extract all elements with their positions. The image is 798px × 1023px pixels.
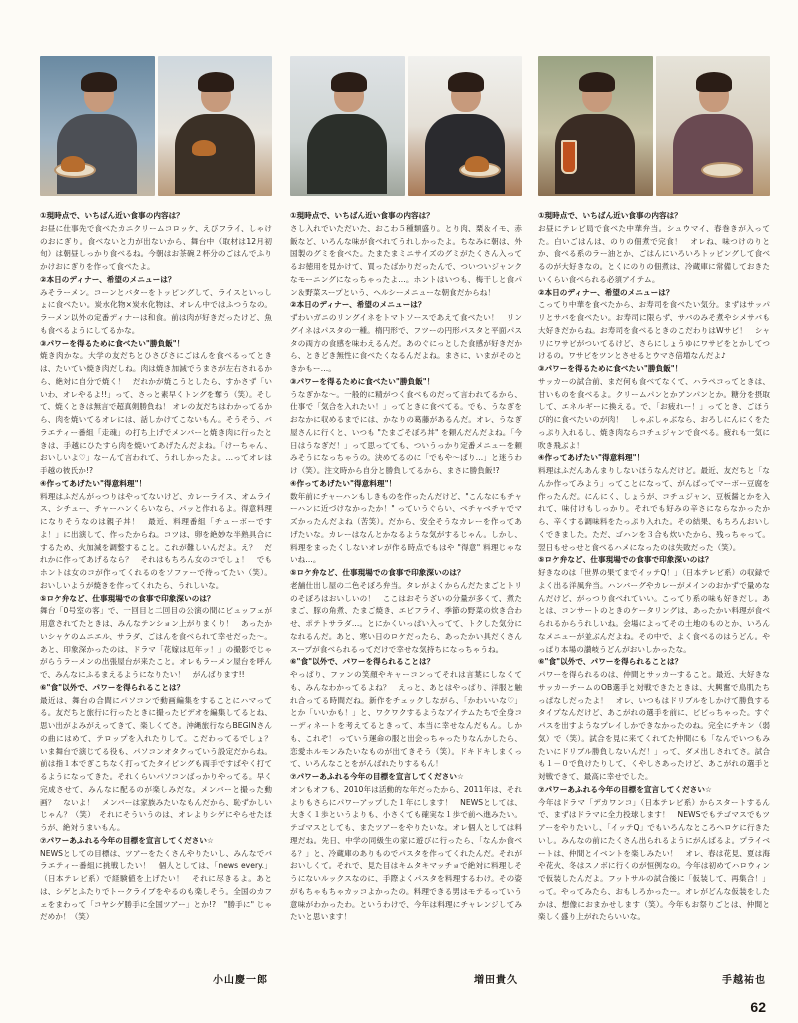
column-koyama [40, 56, 280, 986]
answer: やっぱり、ファンの笑顔やキャーコンってそれは言葉にしなくても、みんなわかってるよね？ えっと、あとはやっぱり、洋服と触れ合ってる時間だね。新作をチェックしながら、「かわいいな♡」とか「いいかも！」と、ワクワクするようなアイテムたちで全身コーディネートを考えてるときって、本当に幸せなんだもん。しかも、これぞ！ っていう運命の服と出会っちゃったりなんかしたら、恋愛ホルモンみたいなものが出てきそう（笑）。ドキドキしまくって、いろんなことをがんばれたりするもん！ [290, 670, 522, 769]
answer: うなぎかな～。一般的に精がつく食べものだって言われてるから、仕事で「気合を入れたい！」ってときに食べてる。でも、うなぎをおなかに収めるまでには、かなりの葛藤があるんだ。オレ、うなぎ屋さんに行くと、いつも "たまごそぼろ丼" を頼んだんだよね。「今日はうなぎだ！」って思ってても、ついうっかり定番メニューを頼みそうになっちゃうの。決めてるのに「でもや～ばり…」と迷うわけ（笑）。注文時から自分と勝負してるから、まさに勝負飯!? [290, 389, 522, 475]
photo-tegoshi-2 [656, 56, 771, 196]
question: ⑥"食"以外で、パワーを得られることは？ [290, 657, 435, 667]
answer: 今年はドラマ「デカワンコ」（日本テレビ系）からスタートするんで、まずはドラマに全力投球します！ NEWSでもテゴマスでもツアーをやりたいし、「イッテQ」でもいろんなところへロケに行きたいし。みんなの前にたくさん出られるようにがんばるよ。プライベートは、仲間とイベントを楽しみたい！ オレ、春は花見、夏は海や花火、冬はスノボに行くのが恒例なの。今年は初めてハロウィンで仮装したんだよ。フットサルの試合後に「仮装して、再集合！」って。やってみたら、おもしろかったー。オレがどんな仮装をしたかは、想像におまかせします（笑）。今年もお祭りごとは、仲間と楽しく盛り上がれたらいいな。 [538, 797, 770, 922]
question: ⑦パワーあふれる今年の目標を宣言してください☆ [40, 835, 214, 845]
photo-row [40, 56, 272, 196]
photo-masuda-1 [290, 56, 405, 196]
question: ⑥"食"以外で、パワーを得られることは？ [538, 657, 683, 667]
answer: サッカーの試合前、まだ何も食べてなくて、ハラペコってときは、甘いものを食べるよ。クリームパンとかアンパンとか。糖分を摂取して、エネルギーに換える。で、「お疲れー！」ってとき、ごほうび的に食べたいのが肉！ しゃぶしゃぶなら、おろしにんにくをたっぷり入れるし、焼き肉ならコチュジャンで食べる。疲れも一気に吹き飛ぶよ！ [538, 376, 770, 450]
interview-text [538, 210, 770, 924]
answer: 料理はふだんあんまりしないほうなんだけど。最近、友だちと「なんか作ってみよう」ってことになって、がんばってマーボー豆腐を作ったんだ。にんにく、しょうが、コチュジャン、豆板醤とかを入れて、味付けもしっかり。それでも好みの辛さにならなかったから、辛くする調味料をたっぷり入れた。その結果、もちろんおいしくできました。ただ、ゴハンを３合も炊いたから、残っちゃって。翌日もせっせと食べるハメになったのは失敗だった（笑）。 [538, 466, 770, 552]
question: ⑥"食"以外で、パワーを得られることは？ [40, 682, 185, 692]
question: ②本日のディナー、希望のメニューは？ [538, 287, 674, 297]
answer: 焼き肉かな。大学の友だちとひさびさにごはんを食べるってときは、たいてい焼き肉だしね。肉は焼き加減でうまさが左右されるから、絶対に自分で焼く！ だれかが焼こうとしたら、すかさず「いいわ、オレやるよ!!」って、さっと素早くトングを奪う（笑）。そして、焼くときは無言で超真剣勝負ね！ オレの友だちはわかってるから、肉を焼いてるオレには、話しかけてこないもん。そうそう、バラエティー番組「走魂」の打ち上げでメンバーと焼き肉に行ったときは、手越にひたすら肉を焼いてあげたんだよね。「けーちゃん、おいしいよ♡」なーんて言われて、うれしかったよ。…ってオレは手越の彼氏か!? [40, 351, 272, 475]
question: ③パワーを得るために食べたい"勝負飯"！ [290, 376, 435, 386]
photo-masuda-2 [408, 56, 523, 196]
answer: お昼にテレビ局で食べた中華弁当。シュウマイ、春巻きが入ってた。白いごはんは、のりの佃煮で完食！ オレね、味つけのりとか、食べる系のラー油とか、ごはんにいろいろトッピングして食べるのが大好きなの。とくにのりの佃煮は、冷蔵庫に常備しておきたいくらい食べられる必須アイテム。 [538, 223, 770, 284]
question: ⑤ロケ弁など、仕事現場での食事で印象深いのは？ [290, 568, 465, 577]
question: ⑤ロケ弁など、仕事現場での食事で印象深いのは？ [40, 593, 215, 603]
question: ①現時点で、いちばん近い食事の内容は？ [290, 211, 434, 220]
question: ⑦パワーあふれる今年の目標を宣言してください☆ [538, 784, 712, 794]
question: ③パワーを得るために食べたい"勝負飯"！ [40, 338, 185, 348]
answer: 好きなのは「世界の果てまでイッテQ！」（日本テレビ系）の収録でよく出る洋風弁当。ハンバーグやカレーがメインのおかずで量めなんだけど、がっつり食べれていい。こってり系の味も好きだし。あとは、コンサートのときのケータリングは、あったかい料理が食べられるからうれしいね。会場によってその土地のものとか、いろんなメニューが並ぶんだよね。その中で、よく食べるのはうどん。やっぱり本場の讃岐うどんがおいしかったな。 [538, 568, 770, 654]
page-number: 62 [750, 999, 766, 1015]
signature: 増田貴久 [474, 975, 518, 986]
answer: 舞台「0号室の客」で、一回目と二回目の公演の間にビュッフェが用意されてたときは、みんなテンション上がりまくり！ あったかいシャケのムニエル、サラダ、ごはんを食べられて幸せだった～。あと、印象深かったのは、ドラマ「花嫁は厄年ッ！」の撮影でじゃがらうラーメンの出張屋台が来たこと。オレもラーメン屋台を呼んで、みんなにふるまえるようになりたい！ がんばります!! [40, 606, 272, 679]
answer: お昼に仕事先で食べたカニクリームコロッケ、えびフライ、しゃけのおにぎり。食べないと力が出ないから、舞台中（取材は12月初旬）は朝昼しっかり食べるね。今朝はお茶碗２杯分のごはんでふりかけおにぎりを作って食べたよ。 [40, 223, 272, 271]
question: ①現時点で、いちばん近い食事の内容は？ [40, 211, 184, 220]
answer: ずわいガニのリングイネをトマトソースであえて食べたい！ リングイネはパスタの一種。楕円形で、フツーの円形パスタと平面パスタの両方の食感を味わえるんだ。あのぐにっとした食感が好きだから、ときどき無性に食べたくなるんだよね。まさに、いまがそのときかもー…。 [290, 313, 522, 373]
photo-koyama-2 [158, 56, 273, 196]
answer: 老舗仕出し屋の二色そぼろ弁当。タレがよくからんだたまごとトリのそぼろはおいしいの！ ここはおそうざいの分量が多くて、煮たまご、豚の角煮、たまご焼き、エビフライ、季節の野菜の炊き合わせ、ポテトサラダ…。とにかくいっぱい入ってて、トクした気分になれるんだ。あと、寒い日のロケだったら、あったかい具だくさんスープが食べられるってだけで幸せな気持ちになっちゃうね。 [290, 580, 522, 654]
photo-row [290, 56, 522, 196]
question: ④作ってあげたい"得意料理"！ [40, 478, 147, 488]
photo-tegoshi-1 [538, 56, 653, 196]
answer: 料理はふだんがっつりはやってないけど、カレーライス、オムライス、シチュー、チャーハンくらいなら、パッと作れるよ。得意料理になりそうなのは親子丼！ 最近、料理番組「チューボーですよ！」に出演して、作ったからね。コツは、卵を絶妙な半熟具合にするため、火加減を調整すること。これが難しいんだよ。え？ だれかに作ってあげるなら？ それはもちろん女のコでしょ！ でもホントは女のコが作ってくれるのをソファーで待ってたい（笑）。おいしいようが焼きを作ってくれたら、うれしいな。 [40, 491, 272, 590]
photo-row [538, 56, 770, 196]
question: ③パワーを得るために食べたい"勝負飯"！ [538, 364, 683, 373]
question: ④作ってあげたい"得意料理"！ [290, 478, 397, 488]
answer: みそラーメン。コーンとバターをトッピングして、ライスといっしょに食べたい。炭水化物×炭水化物は、オレん中ではふつうなの。ラーメン以外の定番ディナーは和食。前は肉が好きだったけど、魚も食べるようにしてるかな。 [40, 287, 272, 335]
column-masuda [290, 56, 522, 986]
question: ②本日のディナー、希望のメニューは？ [40, 274, 176, 284]
interview-text [290, 210, 522, 924]
question: ①現時点で、いちばん近い食事の内容は？ [538, 211, 682, 220]
question: ⑤ロケ弁など、仕事現場での食事で印象深いのは？ [538, 555, 713, 565]
signature: 手越祐也 [722, 975, 766, 986]
answer: パワーを得られるのは、仲間とサッカーすること。最近、大好きなサッカーチームのOB選手と対戦できたときは、大興奮で鳥肌たちっぱなしだったよ！ オレ、いつもはドリブルをしかけて勝負するタイプなんだけど、あこがれの選手を前に、ビビっちゃった。すぐパスを出すようなプレイしかできなかったのね。完全にチキン（弱気）で（笑）。試合を見に来てくれてた仲間にも「なんでいつもみたいにドリブル勝負しないんだ！」って、ダメ出しされてさ。試合も１－０で負けたりして、くやしさあったけど、あこがれの選手と対戦できて、最高に幸せでした。 [538, 670, 770, 781]
interview-text [40, 210, 280, 924]
question: ⑦パワーあふれる今年の目標を宣言してください☆ [290, 772, 464, 781]
answer: NEWSとしての目標は、ツアーをたくさんやりたいし、みんなでバラエティー番組に挑戦したい！ 個人としては、「news every.」（日本テレビ系）で経験値を上げたい！ それに尽きるよ。あとは、シゲとふたりでトークライブをやるのも楽しそう。全国のカフェをまわって「コヤシゲ勝手に全国ツアー」とか!? "勝手に" じゃだめか！（笑） [40, 848, 272, 922]
question: ②本日のディナー、希望のメニューは？ [290, 300, 426, 310]
question: ④作ってあげたい"得意料理"！ [538, 453, 645, 463]
answer: 最近は、舞台の合間にパソコンで動画編集をすることにハマってる。友だちと旅行に行ったときに撮ったビデオを編集してるとね、思い出がよみがえってきて、楽しくてさ。沖縄旅行ならBEGINさんの曲にはめて、テロップを入れたりして。こだわってるでしょ？ いま舞台で演じてる役も、パソコンオタクっていう設定だからね。前は指１本でぎこちなく打ってたタイピングも両手ですばやく打てるようになってきた。それくらいパソコンばっかりやってる。早く完成させて、みんなに配るのが楽しみだな。メンバーと撮った動画？ ないよ！ メンバーは家族みたいなもんだから、恥ずかしいじゃん？（笑） それにそういうのは、オレよりシゲにやらせたほうが、絶対うまいもん。 [40, 695, 280, 832]
answer: こってり中華を食べたから、お寿司を食べたい気分。まずはサッパリとサバを食べたい。お寿司に限らず、サバのみそ煮やシメサバも大好きだからね。お寿司を食べるときのこだわりはWサビ！ シャリにワサビがついてるけど、さらにしょうゆにワサビをとかしてつけるの。ワサビをツンとさせるとウマさ倍増なんだよ♪ [538, 300, 770, 361]
signature: 小山慶一郎 [213, 975, 268, 986]
answer: オンもオフも、2010年は活動的な年だったから、2011年は、それよりもさらにパワーアップした１年にします！ NEWSとしては、大きく１歩というよりも、小さくても確実な１歩で前へ進みたい。テゴマスとしても、またツアーをやりたいな。オレ個人としては料理だね。先日、中学の同級生の家に遊びに行ったら、「なんか食べる？」と、冷蔵庫のありものでパスタを作ってくれたんだ。それがおいしくて。それで、見た目はキムタキマッチョで絶対に料理しそうにないルックスなのに、手際よくパスタを料理するわけ。その姿がもちゃもちゃカッコよかったの。料理できる男はモテるっていう意味がわかったわ。というわけで、今年は料理にチャレンジしてみたいと思います！ [290, 784, 522, 922]
answer: さし入れでいただいた、おこわ５種類盛り。とり肉、栗＆イモ、赤飯など、いろんな味が食べれてうれしかったよ。ちなみに朝は、外国製のグミを食べた。たまたまミニサイズのグミがたくさん入ってるお徳用を見かけて、買ったばかりだったんで、ついついジャンクなモーニングになっちゃったよ…。ホントはいつも、梅干しと食パン＆野菜スープという、ヘルシーメニューな朝食だからね！ [290, 223, 522, 297]
photo-koyama-1 [40, 56, 155, 196]
column-tegoshi [538, 56, 770, 986]
answer: 数年前にチャーハンもしきものを作ったんだけど、"こんなにもチャーハンに近づけなかったか！" っていうぐらい、ベチャベチャでマズかったんだよね（苦笑）。だから、安全そうなカレーを作ってあげたいな。カレーはなんとかなるような気がするじゃん。しかし、料理をまったくしないオレが作る時点でもはや "得意" 料理じゃないね…。 [290, 491, 523, 565]
